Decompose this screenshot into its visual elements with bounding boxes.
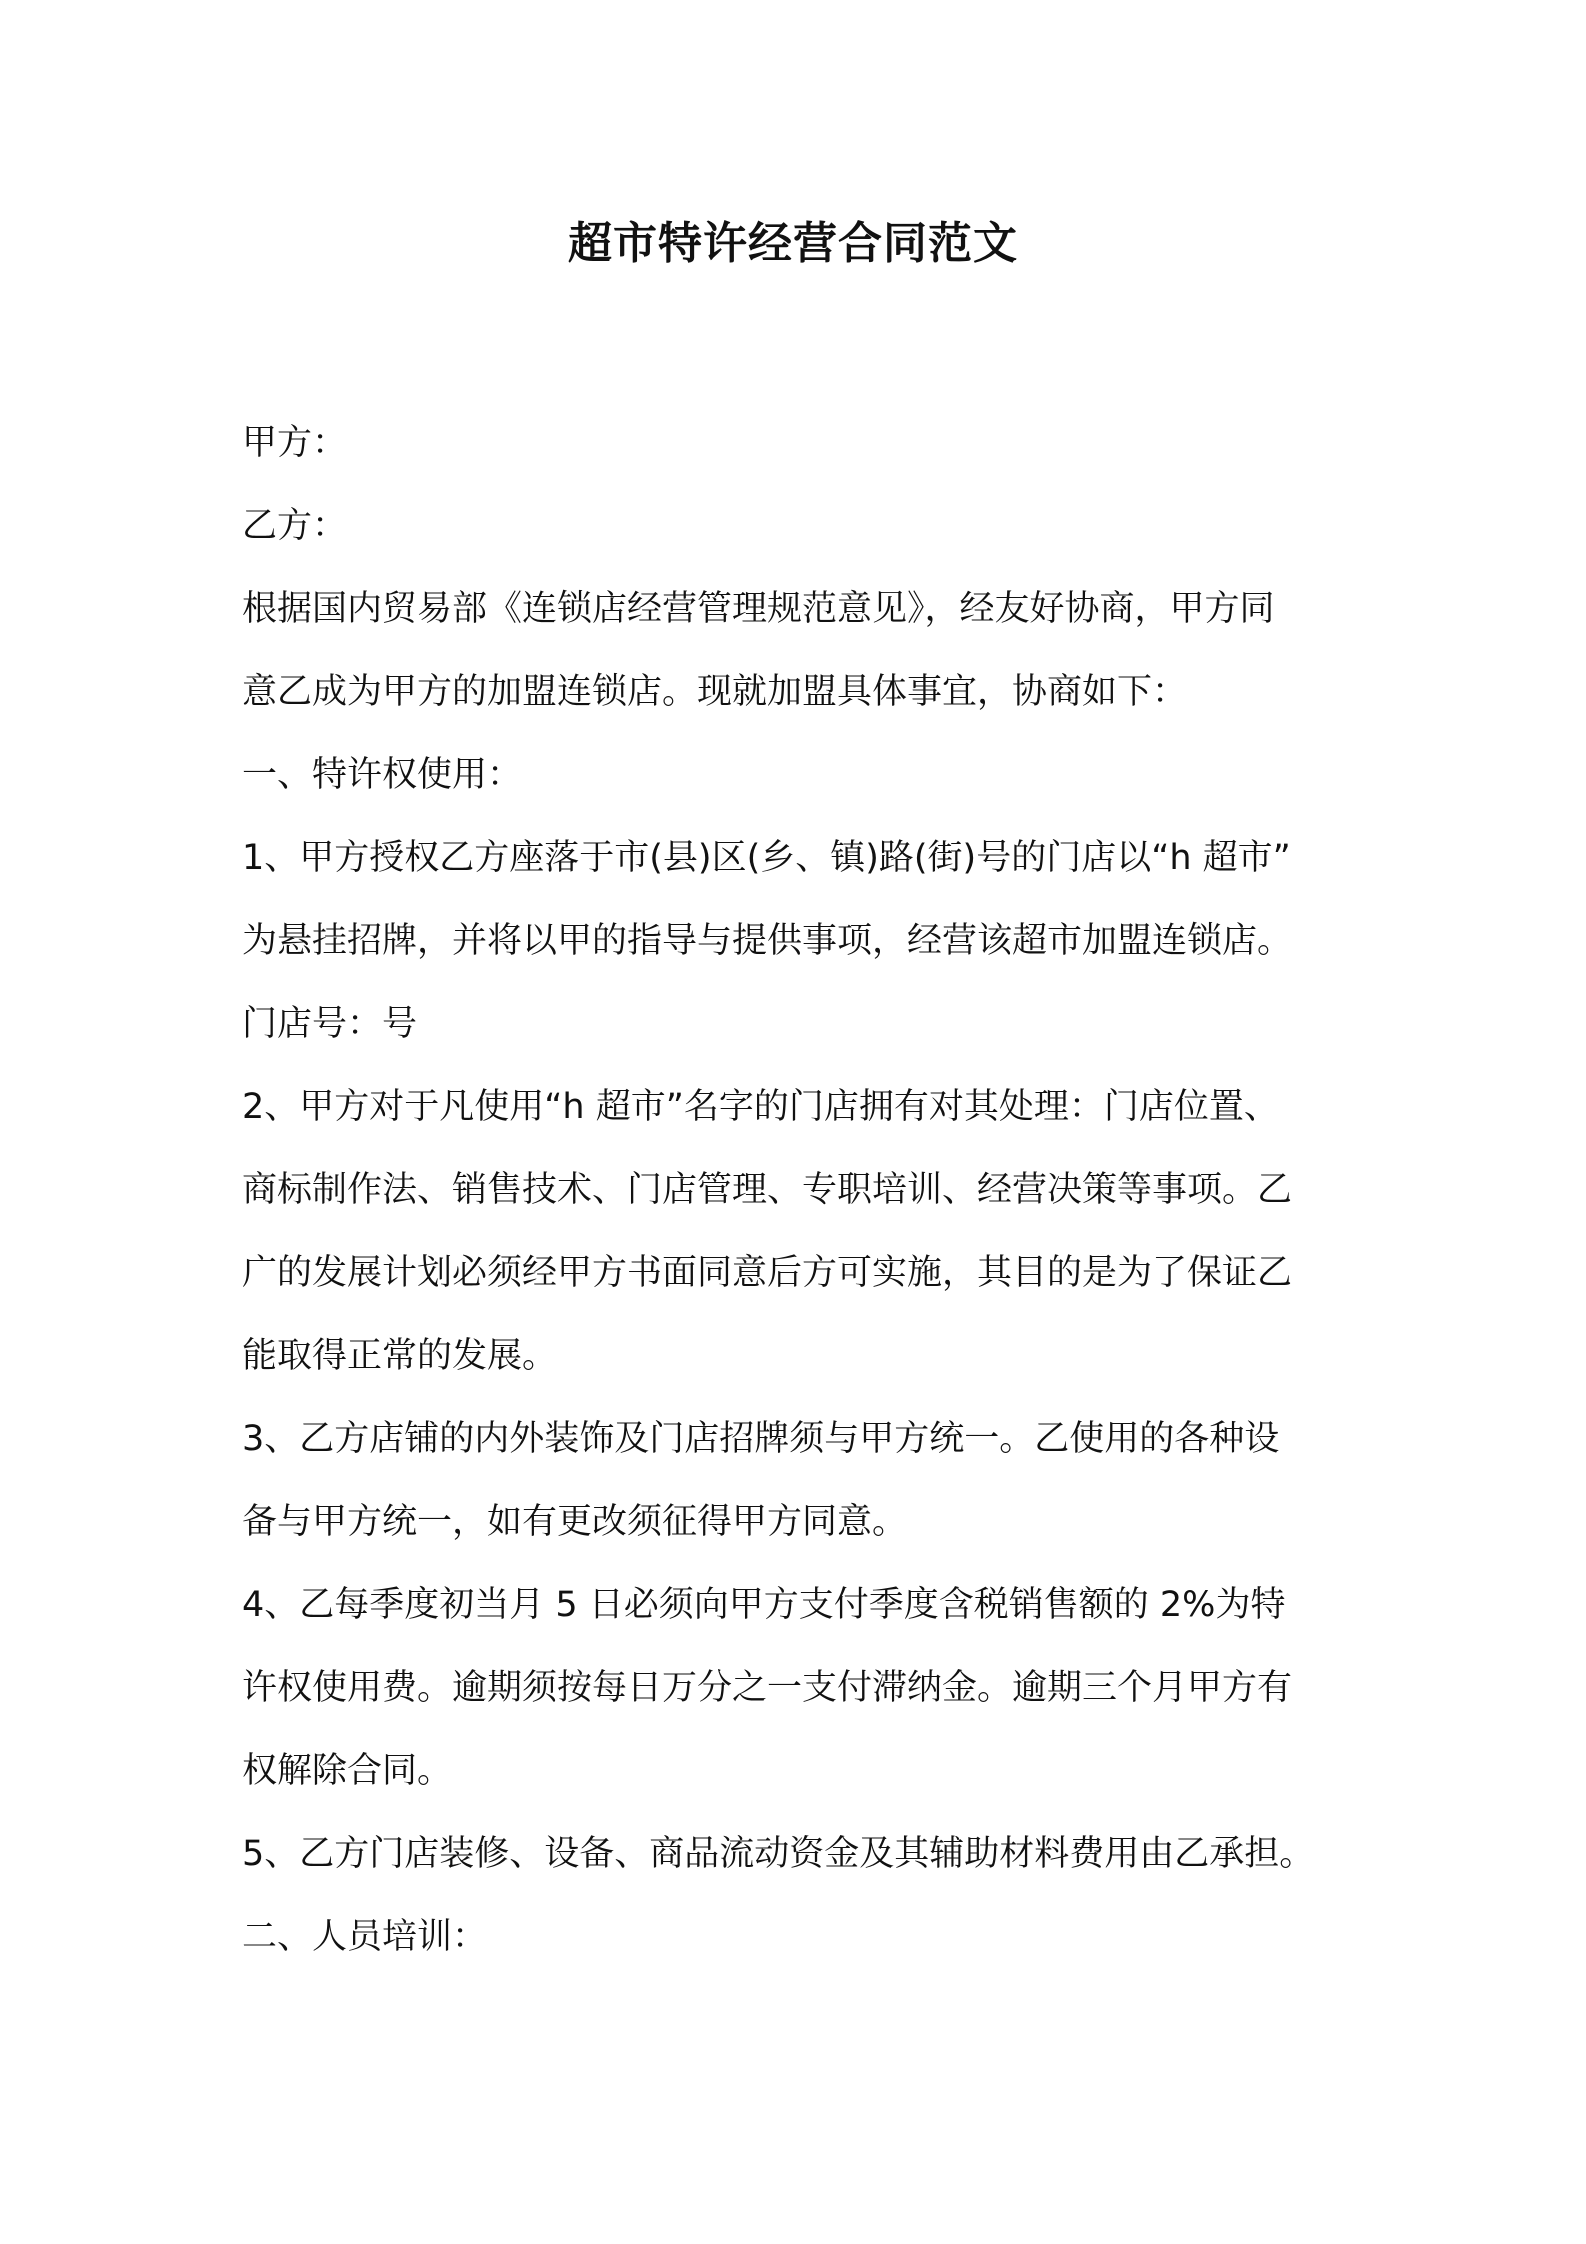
- preamble-line: 根据国内贸易部《连锁店经营管理规范意见》，经友好协商，甲方同: [242, 589, 1275, 629]
- document-body: [242, 402, 1372, 1979]
- section-heading: 二、人员培训：: [242, 1917, 488, 1957]
- clause-line: 商标制作法、销售技术、门店管理、专职培训、经营决策等事项。乙: [242, 1170, 1293, 1210]
- clause-line: 4、乙每季度初当月 5 日必须向甲方支付季度含税销售额的 2%为特: [242, 1585, 1286, 1625]
- clause-line: 5、乙方门店装修、设备、商品流动资金及其辅助材料费用由乙承担。: [242, 1834, 1315, 1874]
- party-a-line: 甲方：: [242, 423, 348, 463]
- clause-line: 1、甲方授权乙方座落于市(县)区(乡、镇)路(街)号的门店以“h 超市”: [242, 838, 1291, 878]
- clause-line: 许权使用费。逾期须按每日万分之一支付滞纳金。逾期三个月甲方有: [242, 1668, 1293, 1708]
- clause-line: 能取得正常的发展。: [242, 1336, 558, 1376]
- clause-line: 权解除合同。: [242, 1751, 453, 1791]
- section-heading: 一、特许权使用：: [242, 755, 523, 795]
- clause-line: 3、乙方店铺的内外装饰及门店招牌须与甲方统一。乙使用的各种设: [242, 1419, 1280, 1459]
- clause-line: 广的发展计划必须经甲方书面同意后方可实施，其目的是为了保证乙: [242, 1253, 1293, 1293]
- clause-line: 备与甲方统一，如有更改须征得甲方同意。: [242, 1502, 908, 1542]
- clause-line: 门店号：号: [242, 1004, 418, 1044]
- document-title: 超市特许经营合同范文: [568, 218, 1018, 269]
- clause-line: 2、甲方对于凡使用“h 超市”名字的门店拥有对其处理：门店位置、: [242, 1087, 1279, 1127]
- clause-line: 为悬挂招牌，并将以甲的指导与提供事项，经营该超市加盟连锁店。: [242, 921, 1293, 961]
- preamble-line: 意乙成为甲方的加盟连锁店。现就加盟具体事宜，协商如下：: [242, 672, 1188, 712]
- party-b-line: 乙方：: [242, 506, 348, 546]
